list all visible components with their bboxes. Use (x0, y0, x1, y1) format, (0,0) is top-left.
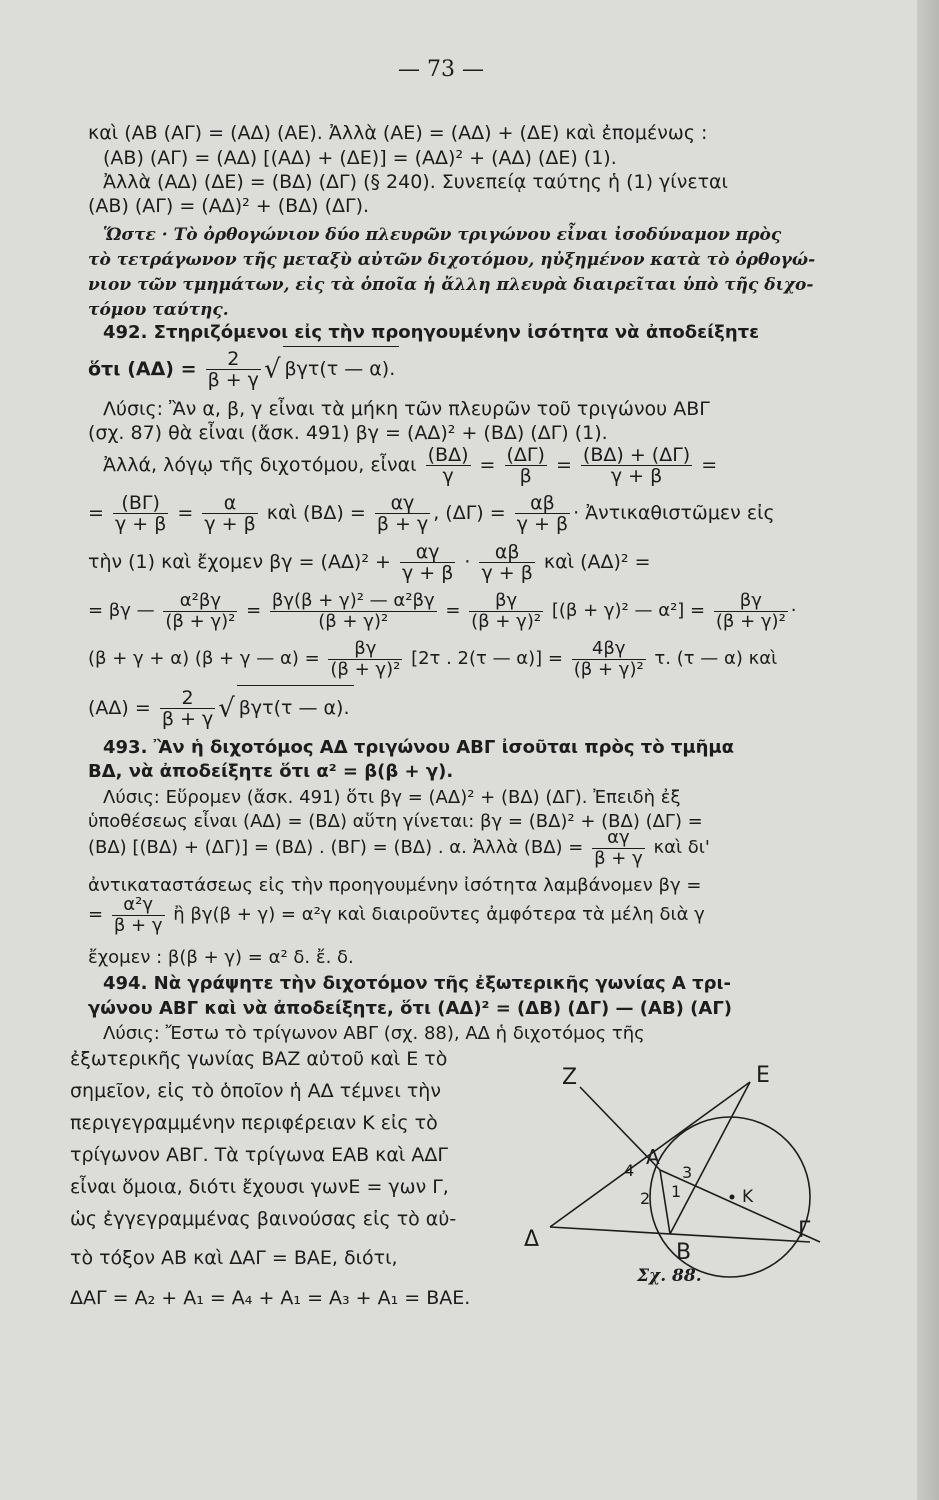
text-line: (ΑΒ) (ΑΓ) = (ΑΔ)² + (ΒΔ) (ΔΓ). (88, 195, 370, 217)
label-A: A (646, 1145, 660, 1169)
formula-text: [2τ . 2(τ — α)] = (411, 648, 564, 669)
formula-line (88, 893, 705, 937)
line-AB (660, 1170, 670, 1234)
denominator: γ (442, 465, 454, 487)
formula-line: (ΑΔ) = $\frac{2}{\beta + \gamma}$ √ βγτ(τ — α). (88, 685, 354, 730)
fraction (202, 493, 257, 534)
formula-line: τὴν (1) καὶ ἔχομεν βγ = (ΑΔ)² + $\frac{\alpha\gamma}{\gamma + \beta}$ · $\frac{\alpha\beta}{\gamma + \beta}$ καὶ (ΑΔ)² = (88, 541, 651, 584)
theorem-line: Ὥστε · Τὸ ὀρθογώνιον δύο πλευρῶν τριγώνου εἶναι ἰσοδύναμον πρὸς (103, 225, 782, 245)
angle-label-2: 2 (640, 1189, 651, 1208)
exercise-494-heading: γώνου ΑΒΓ καὶ νὰ ἀποδείξητε, ὅτι (ΑΔ)² = (ΔΒ) (ΔΓ) — (ΑΒ) (ΑΓ) (88, 998, 733, 1019)
formula-text: , (ΔΓ) = (433, 502, 506, 524)
solution-line: περιγεγραμμένην περιφέρειαν Κ εἰς τὸ (70, 1112, 438, 1134)
solution-line: σημεῖον, εἰς τὸ ὁποῖον ἡ ΑΔ τέμνει τὴν (70, 1080, 441, 1102)
denominator: β (519, 465, 532, 487)
solution-line: Λύσις: Ἔστω τὸ τρίγωνον ΑΒΓ (σχ. 88), ΑΔ ἡ διχοτόμος τῆς (103, 1023, 645, 1044)
numerator: αβ (479, 542, 534, 563)
label-E: E (756, 1063, 770, 1088)
numerator: αγ (592, 828, 645, 849)
page-number: — 73 — (398, 57, 484, 82)
formula-text: = βγ — (88, 600, 155, 621)
formula-text: (ΑΔ) = (88, 697, 151, 719)
formula-text: [(β + γ)² — α²] = (551, 600, 706, 621)
numerator: α (202, 493, 257, 514)
denominator: γ + β (401, 562, 454, 584)
fraction (400, 542, 455, 583)
fraction (479, 542, 534, 583)
theorem-line: τὸ τετράγωνον τῆς μεταξὺ αὐτῶν διχοτόμου, ηὐξημένον κατὰ τὸ ὀρθογώ- (88, 250, 816, 270)
fraction (328, 639, 402, 680)
label-G: Γ (798, 1218, 811, 1243)
denominator: β + γ (376, 513, 429, 535)
denominator: γ + β (481, 562, 533, 584)
fraction (206, 349, 261, 390)
fraction (515, 493, 570, 534)
label-Z: Z (562, 1065, 578, 1090)
fraction (469, 591, 543, 632)
exercise-493-heading: ΒΔ, νὰ ἀποδείξητε ὅτι α² = β(β + γ). (88, 761, 454, 782)
fraction (375, 493, 430, 534)
formula-text: (β + γ + α) (β + γ — α) = (88, 648, 320, 669)
denominator: (β + γ)² (318, 610, 389, 632)
formula-line (88, 637, 777, 681)
fraction (160, 688, 215, 729)
exercise-492-heading: 492. Στηριζόμενοι εἰς τὴν προηγουμένην ἰσότητα νὰ ἀποδείξητε (103, 322, 760, 343)
angle-label-3: 3 (682, 1163, 693, 1182)
formula-text: καὶ (ΑΔ)² = (543, 551, 651, 573)
formula-text: Ἀλλά, λόγῳ τῆς διχοτόμου, εἶναι (103, 454, 417, 476)
label-B: B (676, 1240, 692, 1265)
figure-caption: Σχ. 88. (637, 1266, 702, 1286)
fraction (163, 591, 237, 632)
numerator: αγ (375, 493, 430, 514)
numerator: (ΒΓ) (113, 493, 168, 514)
text-line: (ΑΒ) (ΑΓ) = (ΑΔ) [(ΑΔ) + (ΔΕ)] = (ΑΔ)² + (ΑΔ) (ΔΕ) (1). (103, 147, 617, 169)
solution-line: ΔΑΓ = Α₂ + Α₁ = Α₄ + Α₁ = Α₃ + Α₁ = ΒΑΕ. (70, 1287, 471, 1309)
solution-line: τὸ τόξον ΑΒ καὶ ΔΑΓ = ΒΑΕ, διότι, (70, 1247, 398, 1269)
fraction (505, 445, 547, 486)
numerator: αβ (515, 493, 570, 514)
formula-line: = $\frac{(B\Gamma)}{\gamma + \beta}$ = $\frac{\alpha}{\gamma + \beta}$ καὶ (ΒΔ) = $\frac{\alpha\gamma}{\beta + \gamma}$ , (ΔΓ) = $\frac{\alpha\beta}{\gamma + \beta}$ · Ἀντικαθιστῶμεν εἰς (88, 492, 775, 535)
denominator: γ + β (516, 513, 569, 535)
solution-line: Λύσις: Εὕρομεν (ἄσκ. 491) ὅτι βγ = (ΑΔ)² + (ΒΔ) (ΔΓ). Ἐπειδὴ ἐξ (103, 787, 681, 808)
denominator: (β + γ)² (330, 658, 401, 680)
numerator: βγ (714, 591, 788, 612)
theorem-line: νιον τῶν τμημάτων, εἰς τὰ ὁποῖα ἡ ἄλλη πλευρὰ διαιρεῖται ὑπὸ τῆς διχο- (88, 275, 814, 295)
numerator: 2 (206, 349, 261, 370)
fraction (112, 895, 165, 936)
numerator: (ΔΓ) (506, 444, 545, 466)
text-line: καὶ (ΑΒ (ΑΓ) = (ΑΔ) (ΑΕ). Ἀλλὰ (ΑΕ) = (ΑΔ) + (ΔΕ) καὶ ἐπομένως : (88, 122, 708, 144)
solution-line: ἔχομεν : β(β + γ) = α² δ. ἔ. δ. (88, 947, 354, 968)
denominator: (β + γ)² (471, 610, 542, 632)
radicand: βγτ(τ — α). (237, 685, 354, 730)
theorem-line: τόμου ταύτης. (88, 300, 229, 320)
numerator: 2 (160, 688, 215, 709)
formula-text: = (88, 904, 104, 925)
denominator: β + γ (594, 847, 643, 869)
solution-line: ἐξωτερικῆς γωνίας ΒΑΖ αὐτοῦ καὶ Ε τὸ (70, 1048, 448, 1070)
denominator: γ + β (610, 465, 663, 487)
exercise-493-heading: 493. Ἂν ἡ διχοτόμος ΑΔ τριγώνου ΑΒΓ ἰσοῦται πρὸς τὸ τμῆμα (103, 737, 735, 758)
text-line: Ἀλλὰ (ΑΔ) (ΔΕ) = (ΒΔ) (ΔΓ) (§ 240). Συνεπείᾳ ταύτης ἡ (1) γίνεται (103, 171, 728, 193)
center-K-point (730, 1195, 735, 1200)
denominator: γ + β (204, 513, 256, 535)
numerator: α²βγ (163, 591, 237, 612)
numerator: α²γ (112, 895, 165, 916)
denominator: γ + β (114, 513, 167, 535)
fraction (572, 639, 646, 680)
denominator: (β + γ)² (715, 610, 786, 632)
solution-line: (σχ. 87) θὰ εἶναι (ἄσκ. 491) βγ = (ΑΔ)² + (ΒΔ) (ΔΓ) (1). (88, 422, 608, 444)
formula-text: (ΒΔ) [(ΒΔ) + (ΔΓ)] = (ΒΔ) . (ΒΓ) = (ΒΔ) . α. Ἀλλὰ (ΒΔ) = (88, 837, 584, 858)
formula-492: ὅτι (ΑΔ) = $\frac{2}{\beta + \gamma}$ √ βγτ(τ — α). (88, 346, 399, 391)
solution-line: ὡς ἐγγεγραμμένας βαινούσας εἰς τὸ αὐ- (70, 1208, 457, 1230)
formula-line: Ἀλλά, λόγῳ τῆς διχοτόμου, εἶναι $\frac{(B\Delta)}{\gamma}$ = $\frac{(\Delta\Gamma)}{\beta}$ = $\frac{(B\Delta) + (\Delta\Gamma)}{\gamma + \beta}$ = (103, 444, 718, 487)
denominator: (β + γ)² (165, 610, 236, 632)
formula-text: ὅτι (ΑΔ) = (88, 358, 197, 380)
numerator: (ΒΔ) (427, 444, 469, 466)
angle-label-1: 1 (671, 1182, 682, 1201)
denominator: β + γ (161, 708, 214, 730)
formula-text: τὴν (1) καὶ ἔχομεν βγ = (ΑΔ)² + (88, 551, 391, 573)
fraction (714, 591, 788, 632)
formula-line: = βγ — $\frac{\text{α²βγ}}{\text{(β + γ)²}}$ = $\frac{\text{βγ(β + γ)² — α²βγ}}{\text{(β + γ)²}}$ = $\frac{\beta\gamma}{\text{(β + γ)²}}$ [(β + γ)² — α²] = $\frac{\beta\gamma}{\text{(β + γ)²}}$ · (88, 589, 797, 632)
exercise-494-heading: 494. Νὰ γράψητε τὴν διχοτόμον τῆς ἐξωτερικῆς γωνίας Α τρι- (103, 973, 731, 994)
fraction (592, 828, 645, 869)
fraction (113, 493, 168, 534)
formula-line (88, 826, 710, 870)
fraction (581, 445, 692, 486)
formula-text: τ. (τ — α) καὶ (654, 648, 778, 669)
numerator: βγ(β + γ)² — α²βγ (271, 589, 435, 611)
angle-label-4: 4 (624, 1161, 635, 1180)
denominator: β + γ (113, 914, 163, 936)
page-edge-shadow (917, 0, 939, 1500)
radicand: βγτ(τ — α). (283, 346, 400, 391)
solution-line: τρίγωνον ΑΒΓ. Τὰ τρίγωνα ΕΑΒ καὶ ΑΔΓ (70, 1144, 448, 1166)
formula-text: καὶ (ΒΔ) = (266, 502, 366, 524)
numerator: βγ (328, 639, 402, 660)
label-D: Δ (524, 1227, 540, 1252)
numerator: βγ (469, 591, 543, 612)
numerator: 4βγ (572, 639, 646, 660)
denominator: (β + γ)² (573, 658, 644, 680)
label-K: K (742, 1187, 754, 1207)
fraction (270, 591, 437, 632)
solution-line: ὑποθέσεως εἶναι (ΑΔ) = (ΒΔ) αὕτη γίνεται: βγ = (ΒΔ)² + (ΒΔ) (ΔΓ) = (88, 811, 703, 832)
line-EB (670, 1082, 750, 1234)
solution-line: Λύσις: Ἂν α, β, γ εἶναι τὰ μήκη τῶν πλευρῶν τοῦ τριγώνου ΑΒΓ (103, 398, 710, 420)
numerator: (ΒΔ) + (ΔΓ) (582, 444, 691, 466)
solution-line: εἶναι ὅμοια, διότι ἔχουσι γωνΕ = γων Γ, (70, 1176, 449, 1198)
formula-text: ἢ βγ(β + γ) = α²γ καὶ διαιροῦντες ἀμφότερα τὰ μέλη διὰ γ (173, 904, 705, 925)
solution-line: ἀντικαταστάσεως εἰς τὴν προηγουμένην ἰσότητα λαμβάνομεν βγ = (88, 875, 702, 896)
formula-text: καὶ δι' (653, 837, 710, 858)
denominator: β + γ (207, 369, 259, 391)
formula-text: Ἀντικαθιστῶμεν εἰς (585, 502, 775, 524)
fraction (426, 445, 471, 486)
numerator: αγ (400, 542, 455, 563)
